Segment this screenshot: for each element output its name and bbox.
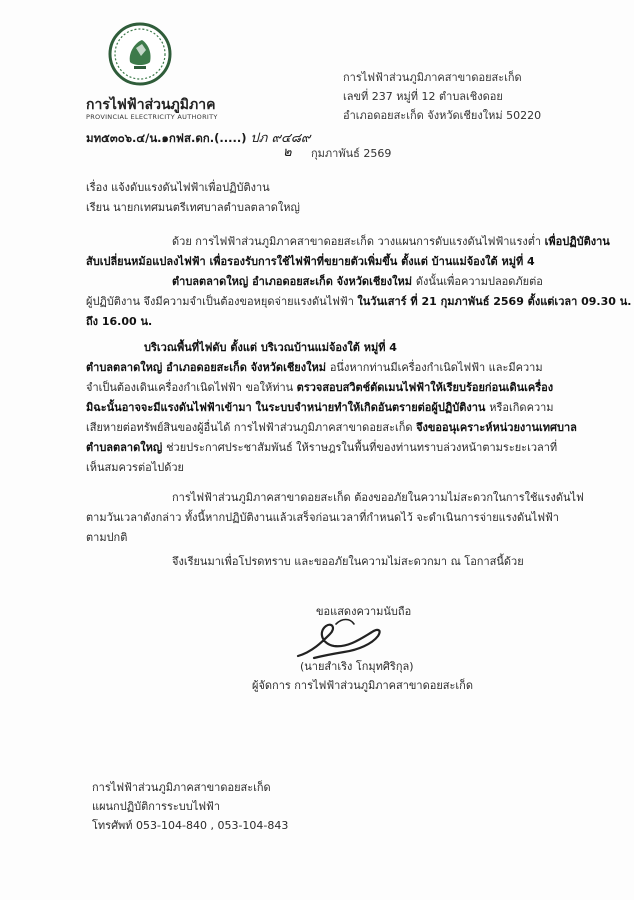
text-segment: เพื่อปฏิบัติงาน bbox=[544, 235, 610, 248]
text-segment: ตำบลตลาดใหญ่ อำเภอดอยสะเก็ด จังหวัดเชียงใหม่ bbox=[86, 361, 330, 374]
paragraph-1-line bbox=[172, 272, 543, 290]
signer-position: ผู้จัดการ การไฟฟ้าส่วนภูมิภาคสาขาดอยสะเก็ด bbox=[252, 679, 473, 692]
text-segment: เสียหายต่อทรัพย์สินของผู้อื่นได้ การไฟฟ้าส่วนภูมิภาคสาขาดอยสะเก็ด bbox=[86, 421, 417, 434]
paragraph-1-line bbox=[172, 232, 610, 250]
paragraph-2-line bbox=[86, 458, 184, 476]
date-day-handwritten: ๒ bbox=[283, 145, 292, 160]
pea-logo-icon bbox=[108, 22, 172, 86]
org-name-en: PROVINCIAL ELECTRICITY AUTHORITY bbox=[86, 113, 218, 121]
address-line-3: อำเภอดอยสะเก็ด จังหวัดเชียงใหม่ 50220 bbox=[343, 109, 542, 122]
paragraph-3-line: ตามวันเวลาดังกล่าว ทั้งนี้หากปฏิบัติงานแล้วเสร็จก่อนเวลาที่กำหนดไว้ จะดำเนินการจ่ายแรงดันไฟฟ้า bbox=[86, 511, 559, 524]
text-segment: มิฉะนั้นอาจจะมีแรงดันไฟฟ้าเข้ามา ในระบบจำหน่ายทำให้เกิดอันตรายต่อผู้ปฏิบัติงาน bbox=[86, 401, 490, 414]
recipient-line: เรียน นายกเทศมนตรีเทศบาลตำบลตลาดใหญ่ bbox=[86, 201, 300, 214]
footer-phone: โทรศัพท์ 053-104-840 , 053-104-843 bbox=[92, 819, 289, 832]
text-segment: บริเวณพื้นที่ไฟดับ ตั้งแต่ บริเวณบ้านแม่จ้องใต้ หมู่ที่ 4 bbox=[144, 341, 397, 354]
text-segment: ตำบลตลาดใหญ่ อำเภอดอยสะเก็ด จังหวัดเชียงใหม่ bbox=[172, 275, 416, 288]
text-segment: อนึ่งหากท่านมีเครื่องกำเนิดไฟฟ้า และมีความ bbox=[329, 361, 543, 374]
paragraph-2-line bbox=[86, 398, 554, 416]
text-segment: ถึง 16.00 น. bbox=[86, 315, 153, 328]
text-segment: ผู้ปฏิบัติงาน จึงมีความจำเป็นต้องขอหยุดจ่ายแรงดันไฟฟ้า bbox=[86, 295, 358, 308]
footer-department: แผนกปฏิบัติการระบบไฟฟ้า bbox=[92, 800, 221, 813]
letter-date: กุมภาพันธ์ 2569 bbox=[311, 147, 392, 160]
document-number-handwritten: ปภ ๙๔๘๙ bbox=[250, 131, 311, 146]
text-segment: ช่วยประกาศประชาสัมพันธ์ ให้ราษฎรในพื้นที่ของท่านทราบล่วงหน้าตามระยะเวลาที่ bbox=[166, 441, 558, 454]
org-name-th: การไฟฟ้าส่วนภูมิภาค bbox=[86, 97, 216, 113]
paragraph-2-line bbox=[86, 378, 553, 396]
paragraph-1-line bbox=[86, 252, 535, 270]
text-segment: ในวันเสาร์ ที่ 21 กุมภาพันธ์ 2569 ตั้งแต่เวลา 09.30 น. bbox=[357, 295, 632, 308]
paragraph-3-line: ตามปกติ bbox=[86, 531, 128, 544]
text-segment: เห็นสมควรต่อไปด้วย bbox=[86, 461, 184, 474]
regards-text: ขอแสดงความนับถือ bbox=[316, 605, 412, 618]
closing-line: จึงเรียนมาเพื่อโปรดทราบ และขออภัยในความไม่สะดวกมา ณ โอกาสนี้ด้วย bbox=[172, 555, 524, 568]
paragraph-2-line bbox=[86, 418, 577, 436]
document-number-prefix: มท๕๓๐๖.๔/น.๑กฟส.ดก.(.....) bbox=[86, 131, 247, 145]
text-segment: หรือเกิดความ bbox=[489, 401, 554, 414]
text-segment: ตรวจสอบสวิตช์ตัดเมนไฟฟ้าให้เรียบร้อยก่อนเดินเครื่อง bbox=[296, 381, 554, 394]
subject-line: เรื่อง แจ้งดับแรงดันไฟฟ้าเพื่อปฏิบัติงาน bbox=[86, 181, 270, 194]
paragraph-2-line bbox=[86, 438, 557, 456]
text-segment: ดังนั้นเพื่อความปลอดภัยต่อ bbox=[415, 275, 543, 288]
paragraph-2-line bbox=[86, 358, 543, 376]
text-segment: ด้วย การไฟฟ้าส่วนภูมิภาคสาขาดอยสะเก็ด วางแผนการดับแรงดันไฟฟ้าแรงต่ำ bbox=[172, 235, 545, 248]
address-line-2: เลขที่ 237 หมู่ที่ 12 ตำบลเชิงดอย bbox=[343, 90, 503, 103]
paragraph-3-line: การไฟฟ้าส่วนภูมิภาคสาขาดอยสะเก็ด ต้องขออภัยในความไม่สะดวกในการใช้แรงดันไฟ bbox=[172, 491, 584, 504]
paragraph-1-line bbox=[86, 292, 631, 310]
text-segment: จึงขออนุเคราะห์หน่วยงานเทศบาล bbox=[416, 421, 577, 434]
signer-name: (นายสำเริง โกมุทศิริกุล) bbox=[300, 660, 414, 673]
paragraph-1-line bbox=[86, 312, 152, 330]
address-line-1: การไฟฟ้าส่วนภูมิภาคสาขาดอยสะเก็ด bbox=[343, 71, 522, 84]
text-segment: ตำบลตลาดใหญ่ bbox=[86, 441, 167, 454]
text-segment: จำเป็นต้องเดินเครื่องกำเนิดไฟฟ้า ขอให้ท่าน bbox=[86, 381, 297, 394]
text-segment: สับเปลี่ยนหม้อแปลงไฟฟ้า เพื่อรองรับการใช้ไฟฟ้าที่ขยายตัวเพิ่มขึ้น ตั้งแต่ บ้านแม่จ้องใต้ หมู่ที่ 4 bbox=[86, 255, 535, 268]
footer-office: การไฟฟ้าส่วนภูมิภาคสาขาดอยสะเก็ด bbox=[92, 781, 271, 794]
paragraph-2-line bbox=[144, 338, 397, 356]
document-number bbox=[86, 127, 310, 148]
